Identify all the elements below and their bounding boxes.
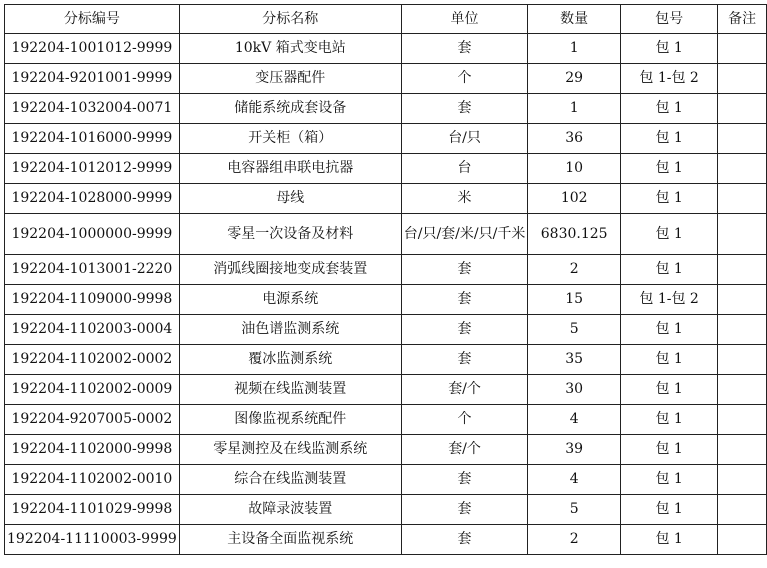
cell-quantity: 39 [528, 435, 621, 465]
cell-unit: 套 [401, 525, 528, 555]
header-unit: 单位 [401, 5, 528, 34]
cell-section-name: 储能系统成套设备 [179, 94, 401, 124]
cell-remarks [718, 285, 767, 315]
cell-unit: 米 [401, 184, 528, 214]
cell-section-code: 192204-1016000-9999 [5, 124, 180, 154]
cell-remarks [718, 345, 767, 375]
table-row [5, 214, 767, 255]
cell-unit: 套 [401, 255, 528, 285]
cell-quantity: 35 [528, 345, 621, 375]
cell-package: 包 1 [621, 124, 718, 154]
table-row [5, 375, 767, 405]
cell-section-code: 192204-1102002-0009 [5, 375, 180, 405]
table-row [5, 405, 767, 435]
cell-quantity: 30 [528, 375, 621, 405]
cell-unit: 套 [401, 315, 528, 345]
cell-section-name: 电容器组串联电抗器 [179, 154, 401, 184]
table-row [5, 315, 767, 345]
cell-package: 包 1-包 2 [621, 64, 718, 94]
cell-unit: 套/个 [401, 435, 528, 465]
bid-section-table [4, 4, 767, 555]
cell-package: 包 1 [621, 495, 718, 525]
cell-package: 包 1 [621, 525, 718, 555]
header-remarks: 备注 [718, 5, 767, 34]
cell-remarks [718, 495, 767, 525]
cell-package: 包 1 [621, 375, 718, 405]
cell-quantity: 4 [528, 405, 621, 435]
cell-remarks [718, 124, 767, 154]
cell-section-name: 零星一次设备及材料 [179, 214, 401, 255]
cell-section-code: 192204-1013001-2220 [5, 255, 180, 285]
cell-quantity: 102 [528, 184, 621, 214]
cell-section-code: 192204-1028000-9999 [5, 184, 180, 214]
cell-quantity: 5 [528, 495, 621, 525]
cell-section-name: 电源系统 [179, 285, 401, 315]
cell-quantity: 5 [528, 315, 621, 345]
table-row [5, 255, 767, 285]
table-row [5, 465, 767, 495]
cell-unit: 套 [401, 495, 528, 525]
cell-remarks [718, 525, 767, 555]
cell-section-name: 变压器配件 [179, 64, 401, 94]
cell-section-name: 母线 [179, 184, 401, 214]
table-row [5, 94, 767, 124]
cell-section-code: 192204-1102000-9998 [5, 435, 180, 465]
table-row [5, 495, 767, 525]
cell-remarks [718, 315, 767, 345]
cell-section-name: 开关柜（箱） [179, 124, 401, 154]
cell-package: 包 1 [621, 345, 718, 375]
truncated-next-row [178, 558, 398, 568]
cell-section-code: 192204-11110003-9999 [5, 525, 180, 555]
cell-unit: 台/只 [401, 124, 528, 154]
table-row [5, 34, 767, 64]
cell-section-code: 192204-9207005-0002 [5, 405, 180, 435]
cell-package: 包 1 [621, 154, 718, 184]
cell-quantity: 29 [528, 64, 621, 94]
table-row [5, 154, 767, 184]
header-quantity: 数量 [528, 5, 621, 34]
cell-section-code: 192204-1001012-9999 [5, 34, 180, 64]
cell-remarks [718, 214, 767, 255]
cell-section-code: 192204-1102002-0002 [5, 345, 180, 375]
cell-package: 包 1 [621, 405, 718, 435]
cell-package: 包 1 [621, 94, 718, 124]
cell-package: 包 1-包 2 [621, 285, 718, 315]
cell-remarks [718, 94, 767, 124]
cell-package: 包 1 [621, 435, 718, 465]
cell-quantity: 15 [528, 285, 621, 315]
cell-section-name: 10kV 箱式变电站 [179, 34, 401, 64]
cell-package: 包 1 [621, 255, 718, 285]
cell-unit: 套 [401, 94, 528, 124]
table-row [5, 345, 767, 375]
cell-remarks [718, 34, 767, 64]
cell-remarks [718, 435, 767, 465]
cell-unit: 套 [401, 345, 528, 375]
cell-unit: 套 [401, 285, 528, 315]
cell-remarks [718, 255, 767, 285]
cell-quantity: 2 [528, 255, 621, 285]
cell-package: 包 1 [621, 465, 718, 495]
cell-quantity: 6830.125 [528, 214, 621, 255]
cell-quantity: 4 [528, 465, 621, 495]
cell-section-name: 消弧线圈接地变成套装置 [179, 255, 401, 285]
table-row [5, 435, 767, 465]
cell-remarks [718, 64, 767, 94]
cell-unit: 套 [401, 465, 528, 495]
cell-section-name: 油色谱监测系统 [179, 315, 401, 345]
cell-section-name: 综合在线监测装置 [179, 465, 401, 495]
cell-package: 包 1 [621, 315, 718, 345]
cell-section-code: 192204-1032004-0071 [5, 94, 180, 124]
header-section-name: 分标名称 [179, 5, 401, 34]
cell-section-code: 192204-1101029-9998 [5, 495, 180, 525]
cell-unit: 台 [401, 154, 528, 184]
table-row [5, 124, 767, 154]
cell-remarks [718, 465, 767, 495]
cell-unit: 套 [401, 34, 528, 64]
cell-section-name: 主设备全面监视系统 [179, 525, 401, 555]
cell-remarks [718, 405, 767, 435]
cell-section-name: 故障录波装置 [179, 495, 401, 525]
cell-quantity: 1 [528, 34, 621, 64]
table-row [5, 184, 767, 214]
cell-section-code: 192204-1012012-9999 [5, 154, 180, 184]
cell-section-code: 192204-1109000-9998 [5, 285, 180, 315]
cell-section-code: 192204-1102003-0004 [5, 315, 180, 345]
cell-section-name: 视频在线监测装置 [179, 375, 401, 405]
table-row [5, 285, 767, 315]
cell-unit: 台/只/套/米/只/千米 [401, 214, 528, 255]
cell-package: 包 1 [621, 184, 718, 214]
header-section-code: 分标编号 [5, 5, 180, 34]
cell-remarks [718, 154, 767, 184]
cell-quantity: 36 [528, 124, 621, 154]
cell-quantity: 1 [528, 94, 621, 124]
cell-section-name: 零星测控及在线监测系统 [179, 435, 401, 465]
cell-unit: 套/个 [401, 375, 528, 405]
header-row [5, 5, 767, 34]
table-row [5, 525, 767, 555]
cell-unit: 个 [401, 64, 528, 94]
cell-section-code: 192204-9201001-9999 [5, 64, 180, 94]
table-row [5, 64, 767, 94]
cell-section-code: 192204-1102002-0010 [5, 465, 180, 495]
cell-quantity: 2 [528, 525, 621, 555]
cell-quantity: 10 [528, 154, 621, 184]
cell-package: 包 1 [621, 34, 718, 64]
cell-section-name: 图像监视系统配件 [179, 405, 401, 435]
cell-package: 包 1 [621, 214, 718, 255]
cell-section-name: 覆冰监测系统 [179, 345, 401, 375]
cell-unit: 个 [401, 405, 528, 435]
header-package: 包号 [621, 5, 718, 34]
cell-remarks [718, 375, 767, 405]
cell-remarks [718, 184, 767, 214]
cell-section-code: 192204-1000000-9999 [5, 214, 180, 255]
